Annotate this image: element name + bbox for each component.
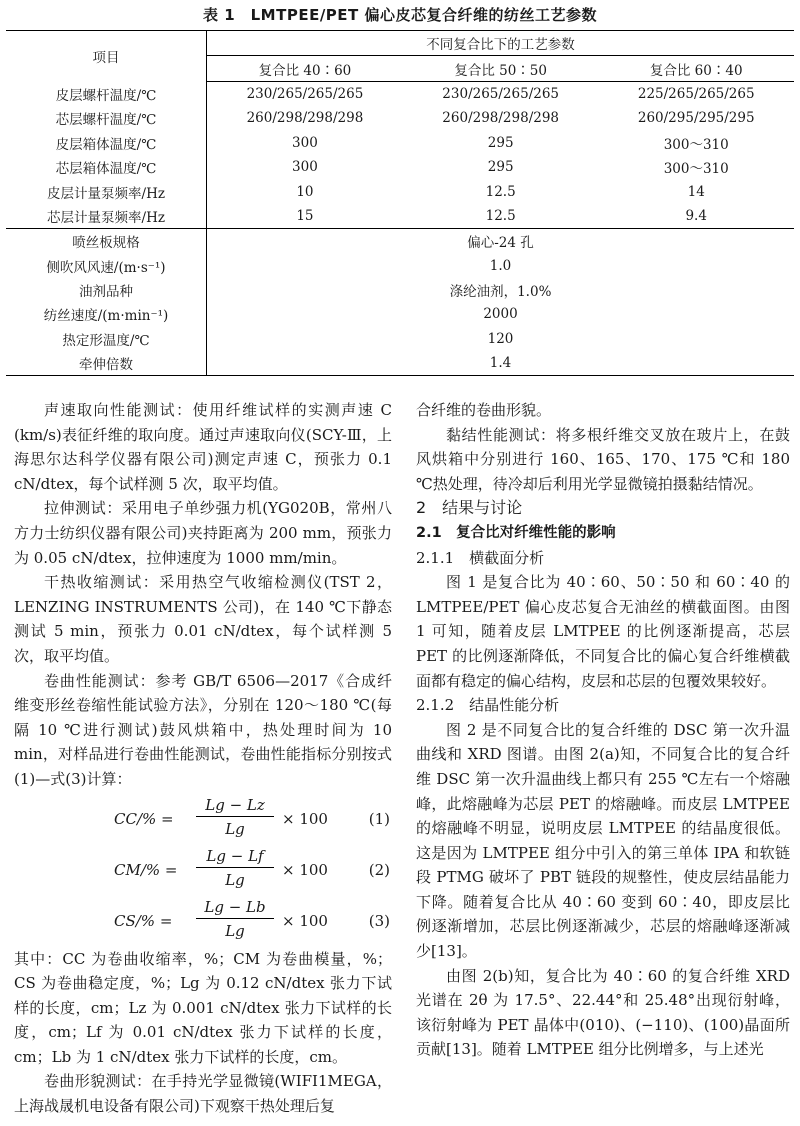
equation-fraction (196, 896, 274, 943)
left-column (14, 398, 392, 1119)
row-label: 喷丝板规格 (6, 229, 207, 254)
paragraph-cross-section: 图 1 是复合比为 40∶60、50∶50 和 60∶40 的 LMTPEE/PET 偏心皮芯复合无油丝的横截面图。由图 1 可知，随着皮层 LMTPEE 的比例逐渐提高，芯层 PET 的比例逐渐降低，不同复合比的偏心复合纤维横截面都有稳定的偏心结构，皮层和芯层的包覆效果较好。 (416, 573, 790, 690)
cell-value: 2000 (483, 306, 518, 323)
section-heading: 2 结果与讨论 (416, 498, 523, 518)
cell-value: 300～310 (663, 136, 729, 153)
row-label: 热定形温度/℃ (6, 327, 207, 351)
row-label: 皮层螺杆温度/℃ (6, 81, 207, 106)
cell-value: 295 (487, 159, 514, 176)
paragraph-crimp-morphology: 卷曲形貌测试：在手持光学显微镜(WIFI1MEGA，上海战晟机电设备有限公司)下观察干热处理后复 (14, 1072, 392, 1116)
paragraph-tensile: 拉伸测试：采用电子单纱强力机(YG020B，常州八方力士纺织仪器有限公司)夹持距离为 200 mm，预张力为 0.05 cN/dtex，拉伸速度为 1000 mm/min。 (14, 499, 392, 567)
cell-value: 120 (487, 330, 514, 347)
cell-value: 1.0 (489, 257, 512, 274)
row-label: 油剂品种 (6, 278, 207, 302)
paragraph-continued: 合纤维的卷曲形貌。 (416, 401, 552, 419)
cell-value: 15 (296, 207, 314, 224)
subsubsection-heading-cross-section: 2.1.1 横截面分析 (416, 548, 545, 567)
paragraph-crimp: 卷曲性能测试：参考 GB/T 6506—2017《合成纤维变形丝卷缩性能试验方法》，分别在 120～180 ℃(每隔 10 ℃进行测试)鼓风烘箱中，热处理时间为 10 min，对样品进行卷曲性能测试，卷曲性能指标分别按式(1)—式(3)计算： (14, 671, 392, 788)
table-row (6, 204, 794, 229)
cell-value: 300～310 (663, 161, 729, 178)
row-label: 纺丝速度/(m·min⁻¹) (6, 302, 207, 326)
table-row (6, 155, 794, 179)
table-row (6, 302, 794, 326)
equation-numerator: Lg − Lz (196, 794, 274, 817)
equation-lhs: CS/% = (114, 911, 173, 930)
equation-1 (14, 794, 392, 843)
row-label: 牵伸倍数 (6, 351, 207, 376)
cell-value: 225/265/265/265 (637, 85, 755, 102)
table-row (6, 254, 794, 278)
row-label: 侧吹风风速/(m·s⁻¹) (6, 254, 207, 278)
cell-value: 260/298/298/298 (442, 110, 560, 127)
table-row (6, 81, 794, 106)
row-label: 皮层箱体温度/℃ (6, 131, 207, 155)
paragraph-symbols: 其中：CC 为卷曲收缩率，%；CM 为卷曲模量，%；CS 为卷曲稳定度，%；Lg 为 0.12 cN/dtex 张力下试样的长度，cm；Lz 为 0.001 cN/dtex 张力下试样的长度，cm；Lf 为 0.01 cN/dtex 张力下试样的长度，cm；Lb 为 1 cN/dtex 张力下试样的长度，cm。 (14, 949, 392, 1066)
row-label: 芯层计量泵频率/Hz (6, 204, 207, 229)
equation-lhs: CC/% = (114, 809, 174, 828)
paragraph-xrd: 由图 2(b)知，复合比为 40∶60 的复合纤维 XRD 光谱在 2θ 为 17.5°、22.44°和 25.48°出现衍射峰，该衍射峰为 PET 晶体中(010)、(−110)、(100)晶面所贡献[13]。随着 LMTPEE 组分比例增多，与上述光 (416, 966, 790, 1059)
table-row (6, 106, 794, 130)
cell-value: 300 (292, 134, 318, 151)
cell-value: 295 (487, 134, 514, 151)
equation-3 (14, 896, 392, 945)
row-label: 芯层箱体温度/℃ (6, 155, 207, 179)
right-column (416, 398, 790, 1062)
process-parameters-table (6, 30, 794, 376)
table-row (6, 229, 794, 254)
equation-tail: × 100 (282, 911, 328, 930)
equation-tail: × 100 (282, 860, 328, 879)
ratio-header-50-50: 复合比 50∶50 (403, 56, 599, 81)
cell-value: 12.5 (485, 183, 516, 200)
paragraph-dsc: 图 2 是不同复合比的复合纤维的 DSC 第一次升温曲线和 XRD 图谱。由图 2(a)知，不同复合比的复合纤维 DSC 第一次升温曲线上都只有 255 ℃左右一个熔融峰，此熔融峰为芯层 PET 的熔融峰。而皮层 LMTPEE 的熔融峰不明显，说明皮层 LMTPEE 的结晶度很低。这是因为 LMTPEE 组分中引入的第三单体 IPA 和软链段 PTMG 破坏了 PBT 链段的规整性，使皮层结晶能力下降。随着复合比从 40∶60 变到 60∶40，即皮层比例逐渐增加，芯层比例逐渐减少，芯层的熔融峰逐渐减少[13]。 (416, 720, 790, 961)
table-row (6, 351, 794, 376)
equation-numerator: Lg − Lf (196, 845, 274, 868)
table-row (6, 278, 794, 302)
cell-value: 14 (687, 183, 705, 200)
equation-number: (3) (368, 911, 390, 930)
equation-denominator: Lg (225, 921, 245, 940)
cell-value: 1.4 (207, 351, 795, 376)
ratio-header-40-60: 复合比 40∶60 (207, 56, 403, 81)
table-row (6, 131, 794, 155)
table-row (6, 327, 794, 351)
equation-fraction (196, 794, 274, 841)
equation-2 (14, 845, 392, 894)
cell-value: 12.5 (485, 207, 516, 224)
equation-numerator: Lg − Lb (196, 896, 274, 919)
cell-value: 偏心-24 孔 (207, 229, 795, 254)
cell-value: 10 (296, 183, 314, 200)
row-label: 芯层螺杆温度/℃ (6, 106, 207, 130)
paragraph-heat-shrink: 干热收缩测试：采用热空气收缩检测仪(TST 2，LENZING INSTRUMENTS 公司)，在 140 ℃下静态测试 5 min，预张力 0.01 cN/dtex，每个试样测 5 次，取平均值。 (14, 573, 392, 665)
subsubsection-heading-crystallization: 2.1.2 结晶性能分析 (416, 696, 560, 715)
cell-value: 260/298/298/298 (246, 110, 364, 127)
table-caption: 表 1 LMTPEE/PET 偏心皮芯复合纤维的纺丝工艺参数 (202, 6, 598, 24)
subsection-heading: 2.1 复合比对纤维性能的影响 (416, 524, 616, 541)
equation-denominator: Lg (225, 819, 245, 838)
equation-lhs: CM/% = (114, 860, 178, 879)
equation-denominator: Lg (225, 870, 245, 889)
equation-tail: × 100 (282, 809, 328, 828)
paragraph-bonding: 黏结性能测试：将多根纤维交叉放在玻片上，在鼓风烘箱中分别进行 160、165、170、175 ℃和 180 ℃热处理，待冷却后利用光学显微镜拍摄黏结情况。 (416, 425, 790, 493)
ratio-header-60-40: 复合比 60∶40 (598, 56, 794, 81)
row-label: 皮层计量泵频率/Hz (6, 179, 207, 203)
item-header: 项目 (6, 31, 207, 82)
cell-value: 230/265/265/265 (246, 85, 364, 102)
equation-number: (1) (368, 809, 390, 828)
equation-fraction (196, 845, 274, 892)
cell-value: 9.4 (685, 207, 707, 224)
cell-value: 300 (292, 159, 318, 176)
paragraph-sound-velocity: 声速取向性能测试：使用纤维试样的实测声速 C (km/s)表征纤维的取向度。通过声速取向仪(SCY-Ⅲ，上海思尔达科学仪器有限公司)测定声速 C，预张力 0.1 cN/dtex，每个试样测 5 次，取平均值。 (14, 401, 392, 493)
cell-value: 230/265/265/265 (442, 85, 560, 102)
cell-value: 260/295/295/295 (637, 110, 755, 127)
table-row (6, 179, 794, 203)
group-header: 不同复合比下的工艺参数 (207, 31, 795, 56)
cell-value: 涤纶油剂，1.0% (449, 284, 552, 301)
equation-number: (2) (368, 860, 390, 879)
